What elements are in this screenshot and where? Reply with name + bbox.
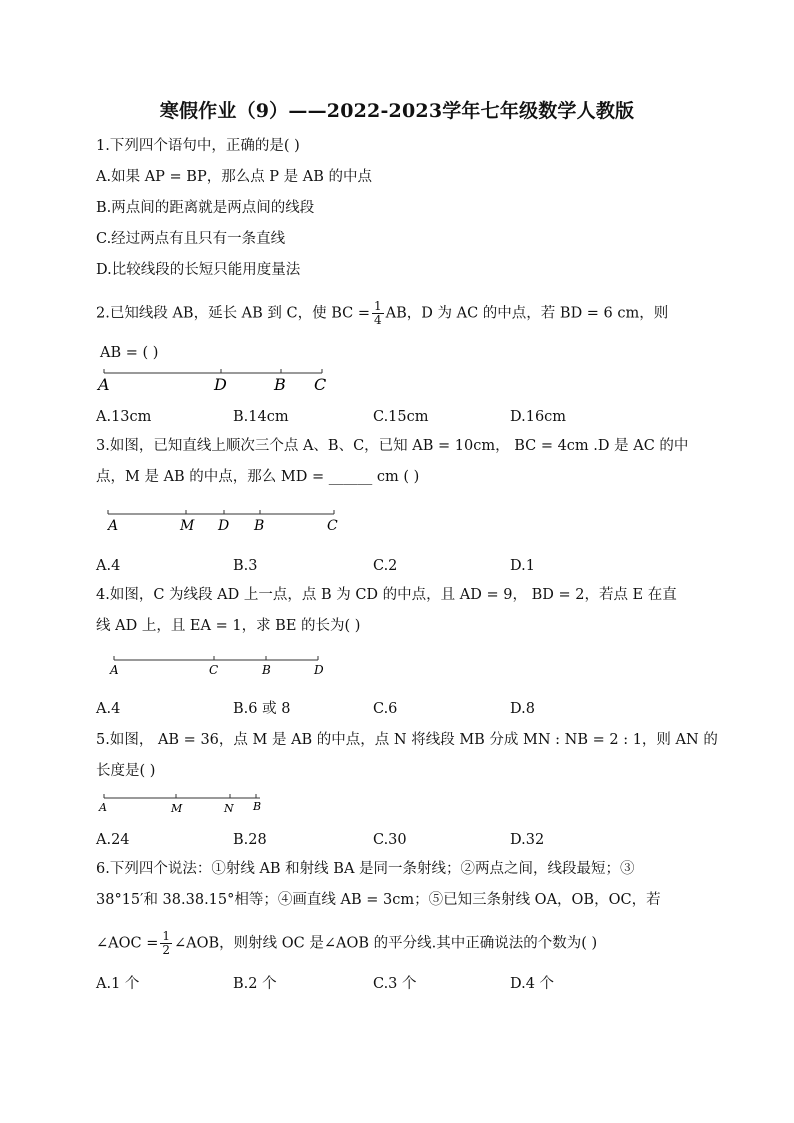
q3-option-b: B.3 — [233, 558, 258, 574]
q3-option-d: D.1 — [510, 558, 535, 574]
q3-stem-line1: 3.如图，已知直线上顺次三个点 A、B、C，已知 AB = 10cm， BC = 4cm .D 是 AC 的中 — [96, 438, 689, 454]
q2-option-c: C.15cm — [373, 409, 429, 425]
q6-stem-line3 — [96, 930, 597, 957]
q4-option-b: B.6 或 8 — [233, 701, 291, 717]
q5-figure — [90, 790, 280, 818]
q6-stem-line1: 6.下列四个说法：①射线 AB 和射线 BA 是同一条射线；②两点之间，线段最短；③ — [96, 861, 635, 877]
q4-stem-line2: 线 AD 上，且 EA = 1，求 BE 的长为( ) — [96, 618, 361, 634]
q5-label-n: N — [224, 802, 234, 815]
q2-stem — [96, 300, 668, 327]
q2-frac-den: 4 — [374, 313, 382, 327]
q2-label-c: C — [314, 375, 327, 394]
q6-stem-line2: 38°15′和 38.38.15°相等；④画直线 AB = 3cm；⑤已知三条射线 OA，OB，OC，若 — [96, 892, 661, 908]
q4-label-b: B — [262, 663, 271, 677]
q5-stem-line1: 5.如图， AB = 36，点 M 是 AB 的中点，点 N 将线段 MB 分成 MN : NB = 2 : 1，则 AN 的 — [96, 732, 718, 748]
q6-frac-num: 1 — [162, 929, 171, 943]
q2-option-b: B.14cm — [233, 409, 289, 425]
q6-option-d: D.4 个 — [510, 976, 555, 992]
q3-option-c: C.2 — [373, 558, 398, 574]
q2-label-b: B — [274, 375, 286, 394]
q1-option-b: B.两点间的距离就是两点间的线段 — [96, 200, 315, 216]
q2-label-d: D — [214, 375, 227, 394]
q3-label-c: C — [327, 518, 338, 534]
q6-option-a: A.1 个 — [96, 976, 140, 992]
q6-fraction — [160, 930, 172, 957]
q5-option-b: B.28 — [233, 832, 267, 848]
q3-label-b: B — [254, 518, 265, 534]
q5-label-a: A — [99, 801, 107, 814]
q5-label-m: M — [171, 802, 183, 815]
q2-frac-num: 1 — [374, 299, 382, 313]
q2-fraction — [372, 300, 384, 327]
q1-option-c: C.经过两点有且只有一条直线 — [96, 231, 286, 247]
q3-label-d: D — [218, 518, 230, 534]
q6-option-c: C.3 个 — [373, 976, 417, 992]
q1-option-a: A.如果 AP = BP，那么点 P 是 AB 的中点 — [96, 169, 373, 185]
q5-option-a: A.24 — [96, 832, 130, 848]
q5-option-c: C.30 — [373, 832, 407, 848]
q5-label-b: B — [253, 800, 262, 813]
q3-label-a: A — [108, 518, 119, 534]
q4-label-c: C — [209, 663, 219, 677]
q6-stem-line3-part2: ∠AOB，则射线 OC 是∠AOB 的平分线.其中正确说法的个数为( ) — [174, 935, 598, 952]
q4-option-a: A.4 — [96, 701, 121, 717]
q4-figure — [90, 652, 340, 682]
q2-stem-part1: 2.已知线段 AB，延长 AB 到 C，使 BC = — [96, 305, 371, 322]
q4-option-d: D.8 — [510, 701, 535, 717]
q1-stem: 1.下列四个语句中，正确的是( ) — [96, 138, 300, 154]
q3-figure — [90, 504, 350, 536]
q4-option-c: C.6 — [373, 701, 398, 717]
q1-option-d: D.比较线段的长短只能用度量法 — [96, 262, 301, 278]
q5-stem-line2: 长度是( ) — [96, 763, 156, 779]
q2-label-a: A — [98, 375, 110, 394]
q3-stem-line2: 点，M 是 AB 的中点，那么 MD = ______ cm ( ) — [96, 469, 420, 485]
q3-label-m: M — [180, 518, 195, 534]
q4-stem-line1: 4.如图，C 为线段 AD 上一点，点 B 为 CD 的中点，且 AD = 9， BD = 2，若点 E 在直 — [96, 587, 677, 603]
q2-stem-part2: AB，D 为 AC 的中点，若 BD = 6 cm，则 — [385, 305, 669, 322]
q6-option-b: B.2 个 — [233, 976, 277, 992]
q6-stem-line3-part1: ∠AOC = — [96, 935, 159, 952]
q4-label-d: D — [314, 663, 324, 677]
q2-option-a: A.13cm — [96, 409, 152, 425]
page-title: 寒假作业（9）——2022-2023学年七年级数学人教版 — [159, 100, 635, 122]
q2-stem-line2: AB = ( ) — [100, 345, 159, 361]
q5-option-d: D.32 — [510, 832, 545, 848]
q3-option-a: A.4 — [96, 558, 121, 574]
q2-figure — [90, 362, 340, 396]
q6-frac-den: 2 — [162, 943, 171, 957]
q2-option-d: D.16cm — [510, 409, 567, 425]
q4-label-a: A — [110, 663, 119, 677]
